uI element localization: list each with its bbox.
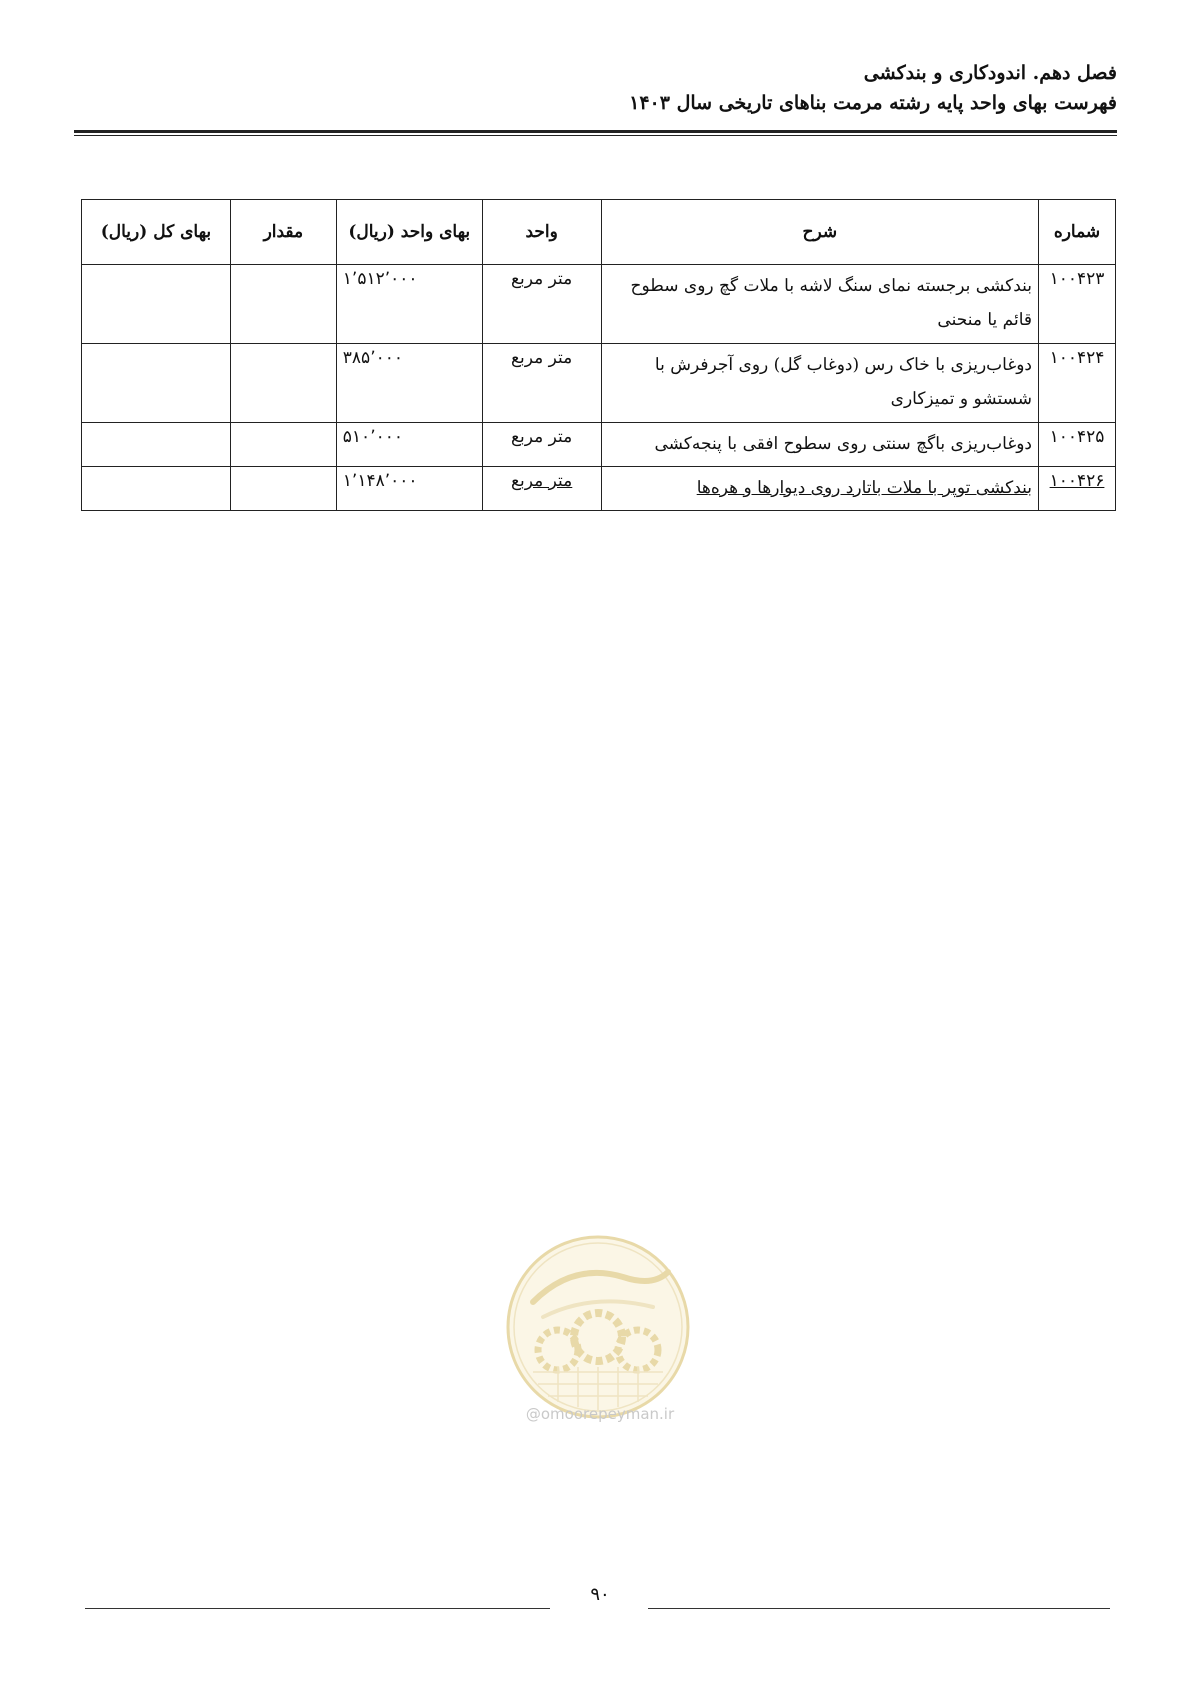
item-unit-price: ۱٬۱۴۸٬۰۰۰: [336, 467, 482, 511]
item-total-price: [82, 423, 231, 467]
header-unit-price: بهای واحد (ریال): [336, 200, 482, 265]
item-code: ۱۰۰۴۲۶: [1039, 467, 1116, 511]
item-unit-price: ۱٬۵۱۲٬۰۰۰: [336, 265, 482, 344]
header-code: شماره: [1039, 200, 1116, 265]
footer-divider-right: [648, 1608, 1110, 1609]
item-unit: متر مربع: [482, 265, 601, 344]
table-row: [82, 265, 1116, 344]
item-total-price: [82, 467, 231, 511]
item-quantity: [230, 467, 336, 511]
watermark-site: @omoorepeyman.ir: [525, 1405, 675, 1423]
item-description: دوغاب‌ریزی باگچ سنتی روی سطوح افقی با پنجه‌کشی: [601, 423, 1038, 467]
watermark-seal-icon: [503, 1232, 693, 1422]
table-header-row: [82, 200, 1116, 265]
footer-divider-left: [85, 1608, 550, 1609]
table-row: [82, 467, 1116, 511]
header-total-price: بهای کل (ریال): [82, 200, 231, 265]
item-description: بندکشی برجسته نمای سنگ لاشه با ملات گچ روی سطوح قائم یا منحنی: [601, 265, 1038, 344]
item-unit-price: ۵۱۰٬۰۰۰: [336, 423, 482, 467]
watermark-logo: [503, 1232, 693, 1422]
item-quantity: [230, 344, 336, 423]
item-code: ۱۰۰۴۲۳: [1039, 265, 1116, 344]
item-quantity: [230, 423, 336, 467]
item-unit: متر مربع: [482, 423, 601, 467]
item-code: ۱۰۰۴۲۵: [1039, 423, 1116, 467]
table-row: [82, 344, 1116, 423]
chapter-title: فصل دهم. اندودکاری و بندکشی: [863, 62, 1117, 84]
header-quantity: مقدار: [230, 200, 336, 265]
item-quantity: [230, 265, 336, 344]
header-unit: واحد: [482, 200, 601, 265]
header-description: شرح: [601, 200, 1038, 265]
item-total-price: [82, 344, 231, 423]
price-items-table: [81, 199, 1116, 511]
item-unit: متر مربع: [482, 344, 601, 423]
table-row: [82, 423, 1116, 467]
page-number: ۹۰: [590, 1584, 610, 1605]
item-total-price: [82, 265, 231, 344]
price-list-title: فهرست بهای واحد پایه رشته مرمت بناهای تاریخی سال ۱۴۰۳: [629, 92, 1117, 114]
item-description: دوغاب‌ریزی با خاک رس (دوغاب گل) روی آجرفرش با شستشو و تمیزکاری: [601, 344, 1038, 423]
page-header: [74, 58, 1117, 118]
item-unit-price: ۳۸۵٬۰۰۰: [336, 344, 482, 423]
item-unit: متر مربع: [482, 467, 601, 511]
item-description: بندکشی توپر با ملات باتارد روی دیوارها و هره‌ها: [601, 467, 1038, 511]
item-code: ۱۰۰۴۲۴: [1039, 344, 1116, 423]
header-divider: [74, 130, 1117, 136]
